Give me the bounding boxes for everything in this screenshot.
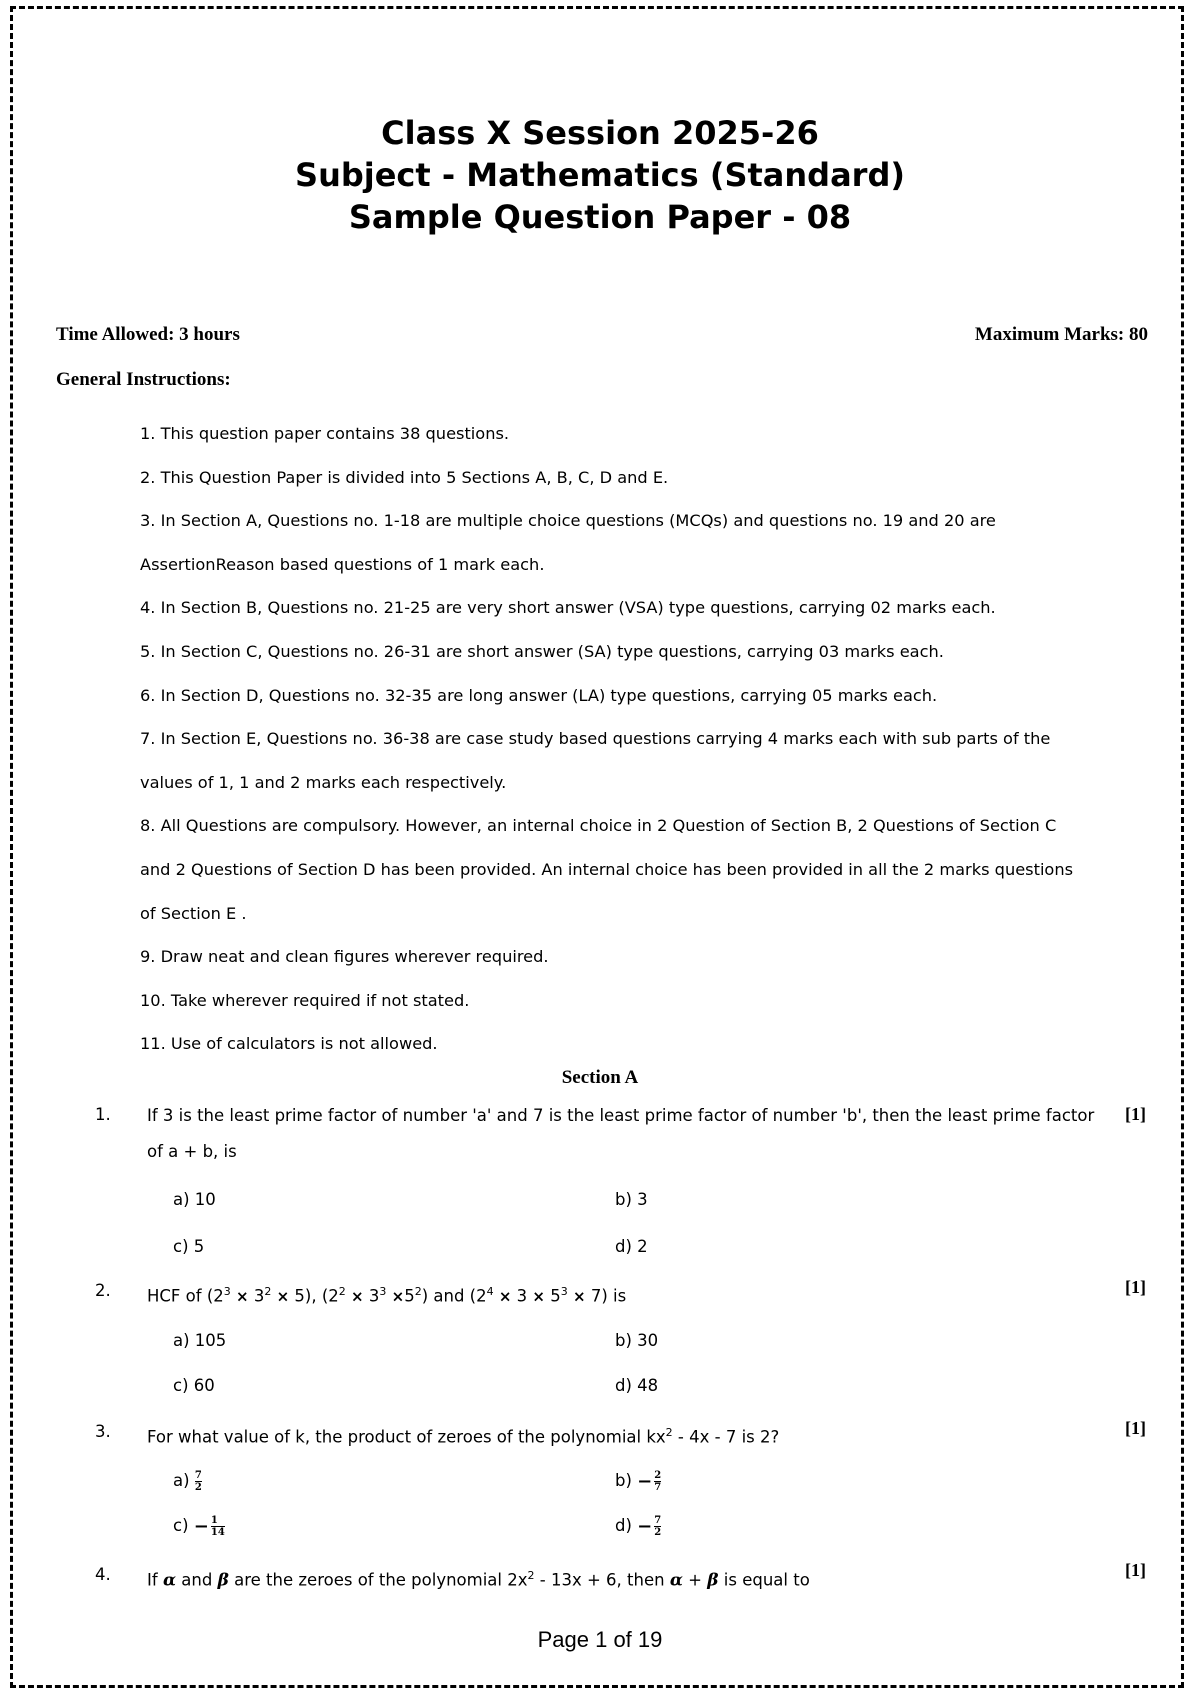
denominator: 14	[210, 1527, 225, 1538]
beta-symbol: β	[707, 1570, 719, 1591]
minus-sign: −	[193, 1516, 209, 1537]
instruction-line: 1. This question paper contains 38 questions.	[140, 424, 510, 443]
instruction-line: 6. In Section D, Questions no. 32-35 are long answer (LA) type questions, carrying 05 marks each.	[140, 685, 938, 705]
minus-sign: −	[637, 1516, 653, 1537]
instruction-line: 2. This Question Paper is divided into 5 Sections A, B, C, D and E.	[140, 467, 669, 487]
question-1-option-c: c) 5	[173, 1237, 205, 1256]
instruction-line: 8. All Questions are compulsory. However, an internal choice in 2 Question of Section B, 2 Questions of Section C	[140, 816, 1057, 836]
exponent: 3	[223, 1285, 231, 1298]
text-run: 5	[550, 1286, 561, 1306]
text-run: 3	[253, 1286, 265, 1306]
instruction-line: values of 1, 1 and 2 marks each respectively.	[140, 772, 507, 792]
question-1-option-a: a) 10	[173, 1190, 216, 1209]
instruction-line: 4. In Section B, Questions no. 21-25 are very short answer (VSA) type questions, carrying 02 marks each.	[140, 598, 996, 618]
exponent: 2	[527, 1569, 535, 1582]
exponent: 4	[486, 1285, 494, 1298]
question-2-number: 2.	[95, 1281, 111, 1300]
question-4-marks: [1]	[1125, 1560, 1146, 1580]
exponent: 2	[264, 1285, 272, 1298]
question-2-option-d: d) 48	[615, 1376, 659, 1395]
question-2-option-c: c) 60	[173, 1376, 215, 1395]
beta-symbol: β	[217, 1570, 229, 1591]
text-run: For what value of k, the product of zeroes of the polynomial kx	[147, 1427, 666, 1447]
text-run: 3	[516, 1286, 528, 1306]
question-1-option-b: b) 3	[615, 1190, 648, 1209]
exponent: 2	[414, 1285, 422, 1298]
instruction-line: of Section E .	[140, 903, 247, 923]
text-run: 5), (2	[294, 1286, 339, 1306]
text-run: - 4x - 7 is 2?	[677, 1427, 780, 1447]
question-3-marks: [1]	[1125, 1418, 1146, 1438]
question-2-option-a: a) 105	[173, 1331, 227, 1350]
fraction	[654, 1470, 661, 1493]
question-2-marks: [1]	[1125, 1277, 1146, 1297]
times-symbol: ×	[573, 1287, 586, 1306]
text-run: 3	[368, 1286, 380, 1306]
question-1-text	[147, 1098, 1117, 1170]
times-symbol: ×	[351, 1287, 364, 1306]
instructions-list	[140, 412, 1125, 1066]
time-allowed: Time Allowed: 3 hours	[56, 324, 240, 345]
numerator: 1	[211, 1515, 225, 1527]
maximum-marks: Maximum Marks: 80	[974, 324, 1148, 345]
title-line-class: Class X Session 2025-26	[381, 114, 819, 152]
denominator: 2	[194, 1482, 202, 1493]
exponent: 2	[665, 1426, 673, 1439]
text-run: HCF of (2	[147, 1286, 224, 1306]
exponent: 2	[338, 1285, 346, 1298]
numerator: 7	[194, 1470, 202, 1481]
times-symbol: ×	[532, 1287, 545, 1306]
option-label: c)	[173, 1516, 189, 1535]
instruction-line: 3. In Section A, Questions no. 1-18 are multiple choice questions (MCQs) and questions no. 19 and 20 are	[140, 511, 996, 531]
section-a-heading: Section A	[561, 1067, 639, 1088]
instruction-line: 9. Draw neat and clean figures wherever required.	[140, 947, 549, 967]
text-run: and	[181, 1570, 213, 1590]
question-3-option-b	[615, 1470, 661, 1493]
question-1-marks: [1]	[1125, 1104, 1146, 1124]
fraction	[195, 1470, 202, 1493]
text-run: are the zeroes of the polynomial 2x	[234, 1570, 528, 1590]
instruction-line: and 2 Questions of Section D has been provided. An internal choice has been provided in all the 2 marks questions	[140, 859, 1074, 879]
denominator: 7	[654, 1482, 662, 1493]
instruction-line: 11. Use of calculators is not allowed.	[140, 1034, 438, 1054]
numerator: 2	[654, 1470, 662, 1481]
denominator: 2	[654, 1527, 662, 1538]
times-symbol: ×	[498, 1287, 512, 1306]
option-label: a)	[173, 1471, 190, 1490]
times-symbol: ×	[391, 1287, 405, 1306]
question-3-option-a	[173, 1470, 202, 1493]
question-3-text	[147, 1415, 1117, 1456]
fraction	[654, 1515, 661, 1538]
times-symbol: ×	[276, 1287, 290, 1306]
instruction-line: AssertionReason based questions of 1 mark each.	[140, 554, 545, 574]
page-footer: Page 1 of 19	[537, 1627, 663, 1652]
question-1-number: 1.	[95, 1105, 111, 1124]
text-run: 5	[404, 1286, 415, 1306]
text-run: - 13x + 6, then	[539, 1570, 665, 1590]
alpha-symbol: α	[162, 1570, 177, 1591]
question-1-option-d: d) 2	[615, 1237, 648, 1256]
text-run: If	[147, 1570, 158, 1590]
question-2-text	[147, 1274, 1117, 1315]
instruction-line: 10. Take wherever required if not stated.	[140, 990, 470, 1010]
instruction-line: 7. In Section E, Questions no. 36-38 are case study based questions carrying 4 marks each with sub parts of the	[140, 729, 1051, 749]
option-label: d)	[615, 1516, 632, 1535]
question-1-line: If 3 is the least prime factor of number 'a' and 7 is the least prime factor of number 'b', then the least prime factor	[147, 1106, 1095, 1125]
numerator: 7	[654, 1515, 662, 1526]
title-line-paper: Sample Question Paper - 08	[348, 198, 852, 236]
exponent: 3	[560, 1285, 568, 1298]
paper-title	[0, 112, 1200, 238]
times-symbol: ×	[236, 1287, 249, 1306]
exponent: 3	[379, 1285, 387, 1298]
option-label: b)	[615, 1471, 632, 1490]
question-3-number: 3.	[95, 1422, 111, 1441]
general-instructions-heading: General Instructions:	[56, 369, 231, 390]
question-1-line: of a + b, is	[147, 1142, 237, 1161]
question-2-option-b: b) 30	[615, 1331, 659, 1350]
question-4-number: 4.	[95, 1565, 111, 1584]
text-run: is equal to	[723, 1570, 810, 1590]
fraction	[211, 1515, 225, 1538]
title-line-subject: Subject - Mathematics (Standard)	[295, 156, 905, 194]
minus-sign: −	[637, 1471, 653, 1492]
text-run: ) and (2	[421, 1286, 487, 1306]
question-3-option-d	[615, 1515, 661, 1538]
question-4-text	[147, 1558, 1117, 1599]
instruction-line: 5. In Section C, Questions no. 26-31 are short answer (SA) type questions, carrying 03 marks each.	[140, 641, 944, 661]
plus-symbol: +	[688, 1570, 702, 1590]
alpha-symbol: α	[669, 1570, 683, 1591]
text-run: 7) is	[590, 1286, 627, 1306]
question-3-option-c	[173, 1515, 225, 1538]
